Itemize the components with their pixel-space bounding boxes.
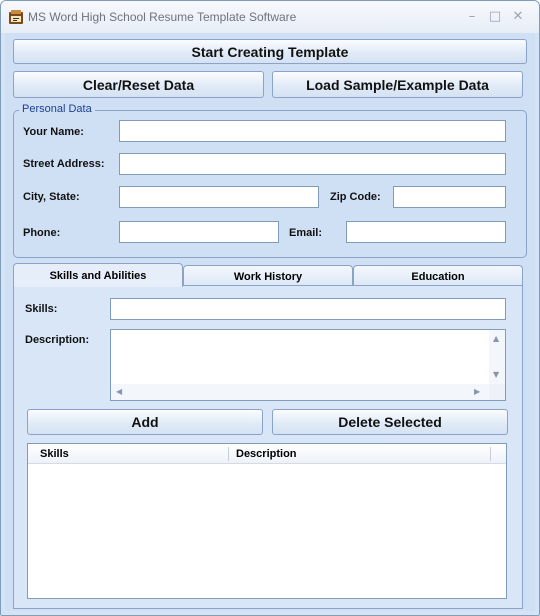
- street-address-label: Street Address:: [23, 158, 105, 170]
- your-name-label: Your Name:: [23, 126, 84, 138]
- skills-list-view[interactable]: [27, 443, 507, 599]
- city-state-label: City, State:: [23, 191, 80, 203]
- client-area: [5, 33, 535, 611]
- scroll-down-arrow-icon[interactable]: ▼: [493, 370, 500, 379]
- column-separator[interactable]: [490, 447, 491, 461]
- phone-label: Phone:: [23, 227, 61, 239]
- minimize-button[interactable]: –: [468, 9, 476, 24]
- window-title: MS Word High School Resume Template Software: [28, 10, 297, 24]
- description-memo[interactable]: [110, 329, 506, 401]
- personal-data-legend: Personal Data: [19, 103, 95, 115]
- scroll-right-arrow-icon[interactable]: ▶: [474, 387, 481, 396]
- tab-work-history[interactable]: Work History: [183, 265, 353, 287]
- zip-code-label: Zip Code:: [330, 191, 381, 203]
- skills-label: Skills:: [25, 303, 58, 315]
- scrollbar-corner: [489, 384, 505, 400]
- skills-field[interactable]: [110, 298, 506, 320]
- tab-skills-and-abilities[interactable]: Skills and Abilities: [13, 263, 183, 287]
- zip-code-field[interactable]: [393, 186, 506, 208]
- load-sample-data-button[interactable]: Load Sample/Example Data: [272, 71, 523, 98]
- email-label: Email:: [289, 227, 323, 239]
- scroll-left-arrow-icon[interactable]: ◀: [116, 387, 123, 396]
- memo-horizontal-scrollbar[interactable]: [111, 384, 489, 400]
- column-header-description[interactable]: Description: [236, 448, 297, 460]
- memo-vertical-scrollbar[interactable]: [489, 330, 505, 386]
- description-label: Description:: [25, 334, 90, 346]
- your-name-field[interactable]: [119, 120, 506, 142]
- delete-selected-button[interactable]: Delete Selected: [272, 409, 508, 435]
- title-bar[interactable]: [1, 1, 539, 33]
- list-header: [28, 444, 506, 464]
- clear-reset-data-button[interactable]: Clear/Reset Data: [13, 71, 264, 98]
- add-button[interactable]: Add: [27, 409, 263, 435]
- start-creating-template-button[interactable]: Start Creating Template: [13, 39, 527, 64]
- close-button[interactable]: ✕: [512, 9, 524, 24]
- street-address-field[interactable]: [119, 153, 506, 175]
- scroll-up-arrow-icon[interactable]: ▲: [493, 334, 500, 343]
- city-state-field[interactable]: [119, 186, 319, 208]
- column-header-skills[interactable]: Skills: [40, 448, 69, 460]
- email-field[interactable]: [346, 221, 506, 243]
- app-icon[interactable]: [8, 9, 24, 25]
- tab-education[interactable]: Education: [353, 265, 523, 287]
- phone-field[interactable]: [119, 221, 279, 243]
- maximize-button[interactable]: □: [488, 9, 502, 24]
